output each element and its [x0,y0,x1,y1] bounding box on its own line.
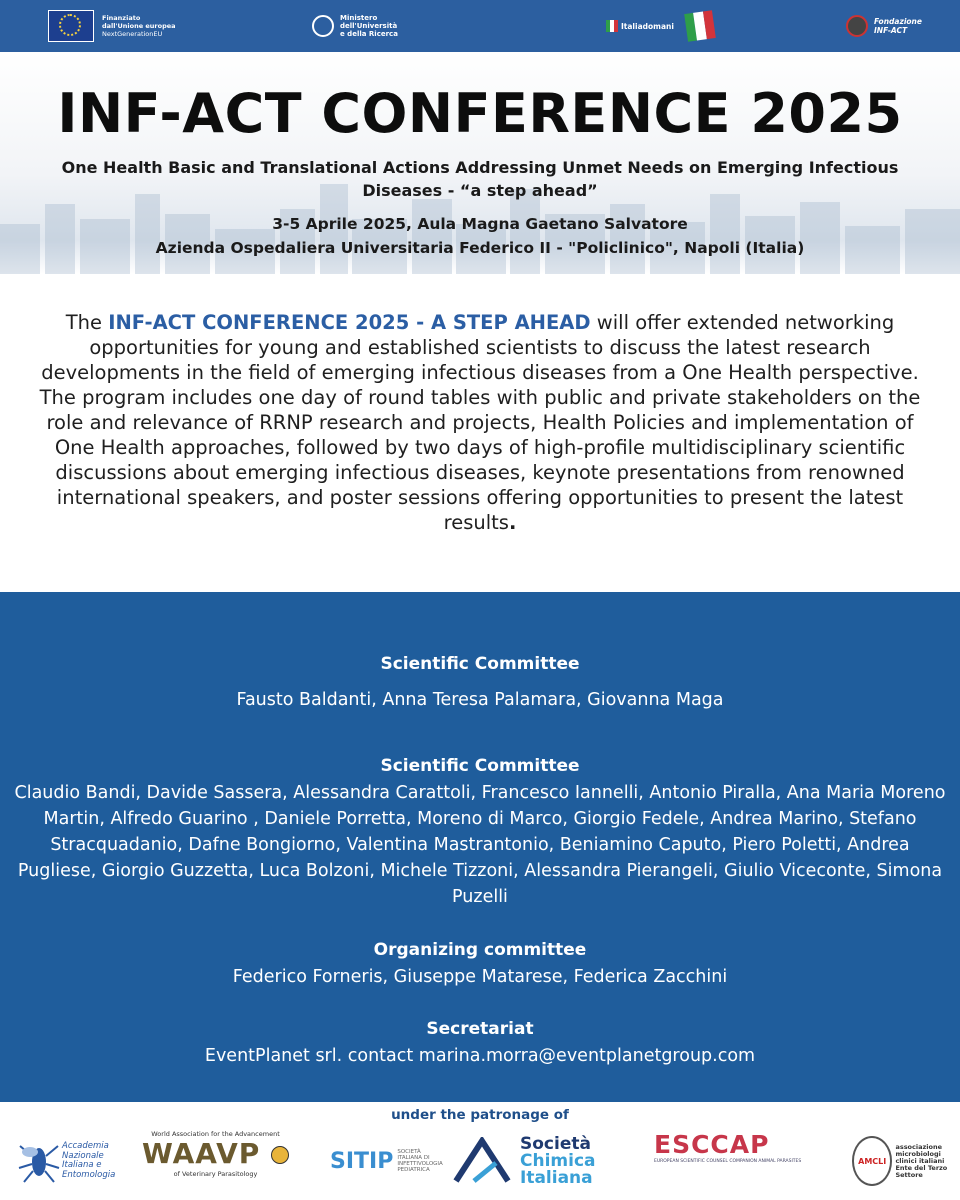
intro-highlight: INF-ACT CONFERENCE 2025 - A STEP AHEAD [108,311,591,334]
insect-icon [18,1138,60,1184]
sci-line-1: Società [520,1133,591,1154]
waavp-logo [142,1130,289,1192]
amcli-line-1: associazione [895,1142,943,1151]
acc-line-3: Italiana e [62,1160,102,1170]
fondazione-line-1: Fondazione [874,17,922,26]
committee-title-4: Secretariat [426,1019,534,1039]
accademia-entomologia-logo [18,1130,115,1192]
top-logo-bar [0,0,960,52]
committee-members-1: Fausto Baldanti, Anna Teresa Palamara, Giovanna Maga [236,690,724,710]
amcli-badge-text: AMCLI [858,1156,887,1166]
acc-line-2: Nazionale [62,1150,104,1161]
eu-funding-logo [48,8,176,44]
sitip-line-3: INFETTIVOLOGIA [397,1161,443,1167]
sitip-line-1: SOCIETÀ [397,1149,421,1155]
committee-title-3: Organizing committee [373,940,587,960]
acc-line-4: Entomologia [62,1169,116,1180]
italia-domani-label: Italiadomani [621,21,674,31]
amcli-logo [852,1130,960,1192]
waavp-seal-icon [271,1146,289,1164]
committees-panel [0,592,960,1102]
amcli-line-2: microbiologi [895,1149,941,1158]
eu-line-2: dall'Unione europea [102,22,176,30]
italy-flag-icon [606,20,618,32]
date-line: 3-5 Aprile 2025, Aula Magna Gaetano Salvatore [272,215,688,233]
intro-end: . [508,511,517,534]
acc-line-1: Accademia [62,1141,109,1151]
chemistry-symbol-icon [452,1137,516,1185]
committee-members-2: Claudio Bandi, Davide Sassera, Alessandra Carattoli, Francesco Iannelli, Antonio Piralla, Ana Maria Moreno Martin, Alfredo Guarino , Daniele Porretta, Moreno di Marco, Giorgio Fedele, Andrea Marino, Stefano Stracquadanio, Dafne Bongiorno, Valentina Mastrantonio, Beniamino Caputo, Piero Poletti, Andrea Pugliese, Giorgio Guzzetta, Luca Bolzoni, Michele Tizzoni, Alessandra Pierangeli, Giulio Viceconte, Simona Puzelli [14,783,946,907]
amcli-line-4: Ente del Terzo Settore [895,1163,948,1179]
sitip-line-2: ITALIANA DI [397,1155,430,1161]
waavp-name: WAAVP [142,1137,261,1170]
mur-line-2: dell'Università [340,22,398,30]
fondazione-inf-act-logo [846,8,922,44]
amcli-line-3: clinici italiani [895,1156,945,1165]
subtitle-line-2: Diseases - “a step ahead” [362,181,598,200]
subtitle-line-1: One Health Basic and Translational Actions Addressing Unmet Needs on Emerging Infectious [61,158,899,177]
sitip-line-4: PEDIATRICA [397,1167,430,1173]
committee-members-3: Federico Forneris, Giuseppe Matarese, Federica Zacchini [232,967,728,987]
intro-prefix: The [65,311,109,334]
sitip-logo [330,1130,443,1192]
mur-line-1: Ministero [340,14,378,22]
committee-title-1: Scientific Committee [380,654,580,674]
committee-title-2: Scientific Committee [380,756,580,776]
esccap-description: EUROPEAN SCIENTIFIC COUNSEL COMPANION ANIMAL PARASITES [654,1159,802,1164]
eu-line-1: Finanziato [102,14,141,22]
esccap-logo [654,1130,801,1192]
sci-line-3: Italiana [520,1167,593,1188]
inf-act-circle-icon [846,15,868,37]
eu-line-3: NextGenerationEU [102,30,163,38]
conference-subtitle [20,156,940,202]
mur-line-3: e della Ricerca [340,30,398,38]
committee-members-4: EventPlanet srl. contact marina.morra@eventplanetgroup.com [204,1046,756,1066]
fondazione-line-2: INF-ACT [874,26,908,35]
republic-emblem-icon [312,15,334,37]
waavp-bottom-text: of Veterinary Parasitology [173,1170,258,1178]
intro-paragraph [30,310,930,535]
patronage-label: under the patronage of [391,1107,569,1123]
venue-line: Azienda Ospedaliera Universitaria Federico II - "Policlinico", Napoli (Italia) [155,239,805,257]
societa-chimica-logo [452,1130,596,1192]
conference-title: INF-ACT CONFERENCE 2025 [57,82,903,145]
sitip-name: SITIP [330,1148,394,1174]
italia-domani-logo [606,8,714,44]
ministero-logo [312,8,398,44]
intro-body: will offer extended networking opportunities for young and established scientists to discuss the latest research developments in the field of emerging infectious diseases from a One Health perspective. The program includes one day of round tables with public and private stakeholders on the role and relevance of RRNP research and projects, Health Policies and implementation of One Health approaches, followed by two days of high-profile multidisciplinary scientific discussions about emerging infectious diseases, keynote presentations from renowned international speakers, and poster sessions offering opportunities to present the latest results [39,311,921,534]
italy-flag-large-icon [684,10,716,42]
esccap-name: ESCCAP [654,1130,770,1159]
amcli-circle-icon [852,1136,892,1186]
eu-flag-icon [48,10,94,42]
sci-line-2: Chimica [520,1150,596,1171]
waavp-top-text: World Association for the Advancement [151,1130,280,1138]
conference-date-venue [20,212,940,260]
